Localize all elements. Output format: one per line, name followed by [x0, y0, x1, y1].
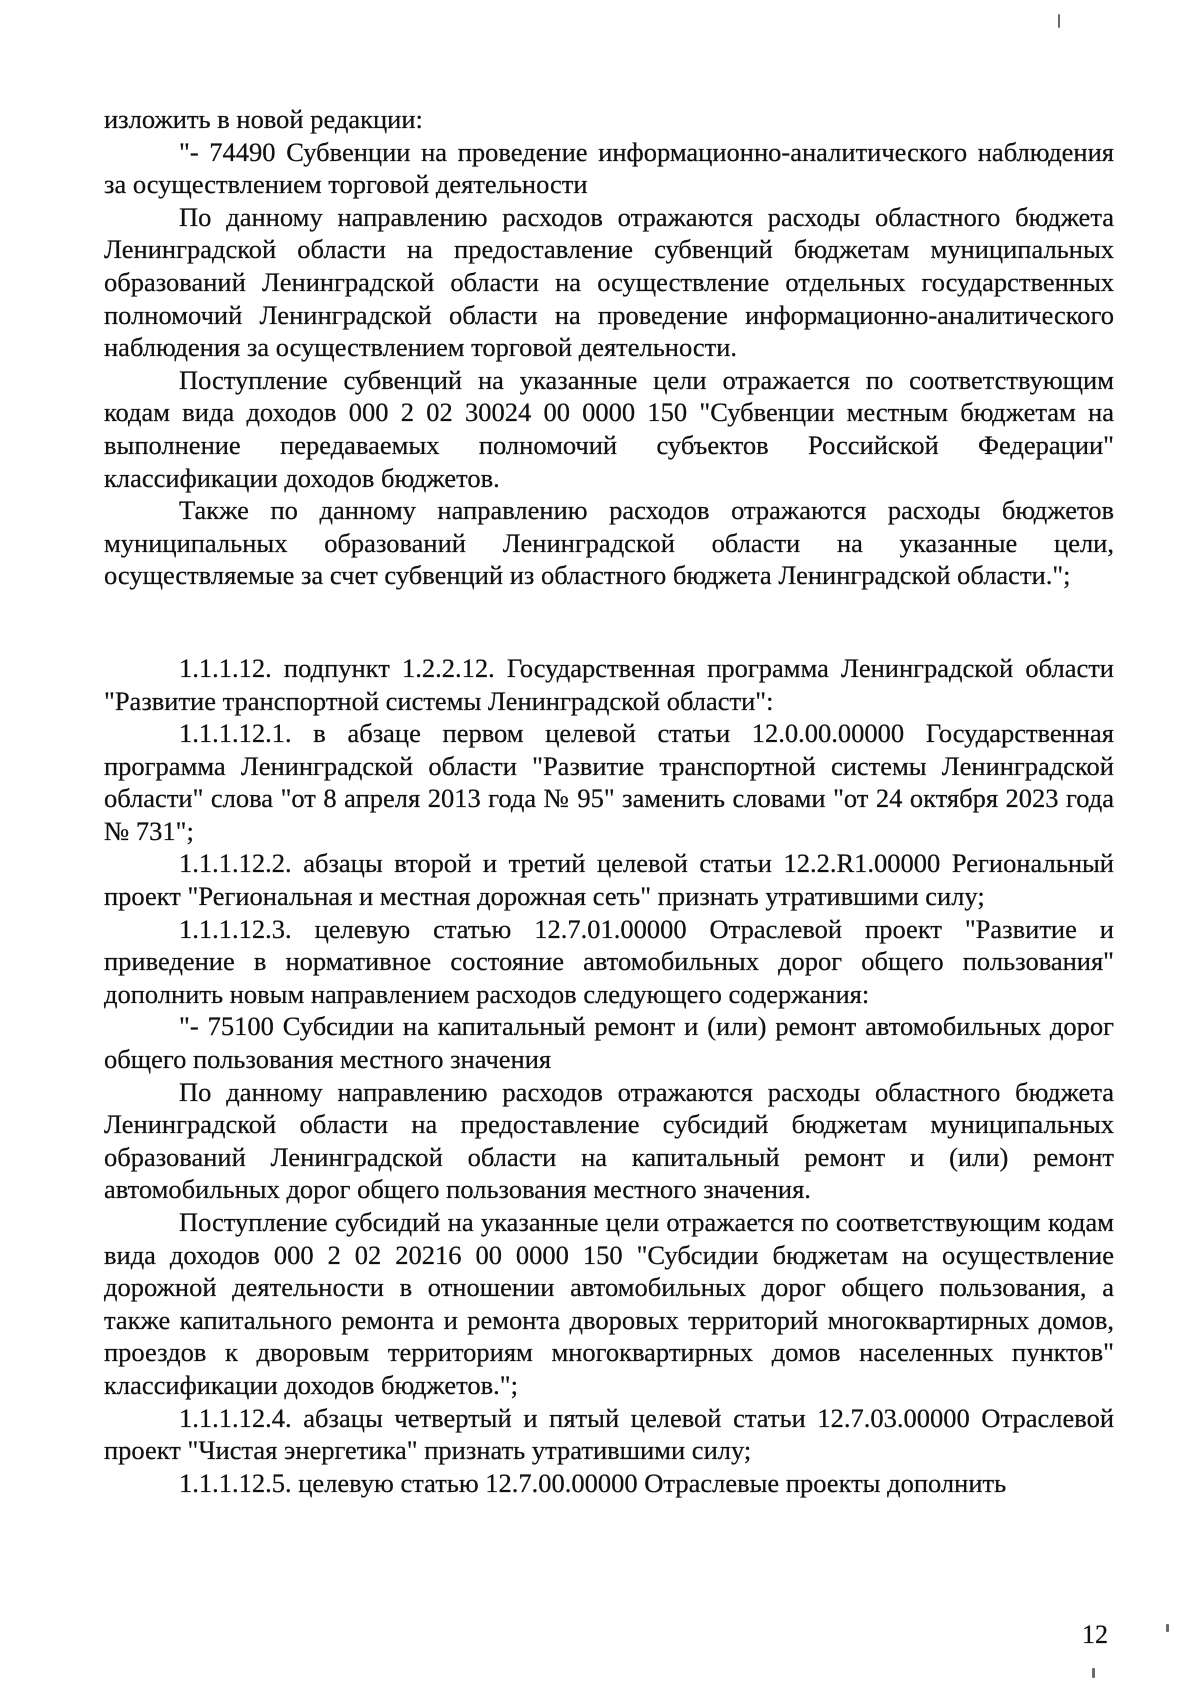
paragraph-74490-municipal: Также по данному направлению расходов отражаются расходы бюджетов муниципальных образований Ленинградской области на указанные цели, осуществляемые за счет субвенций из областного бюджета Ленинградской области.";	[104, 495, 1114, 591]
paragraph-75100-expenses: По данному направлению расходов отражаются расходы областного бюджета Ленинградской области на предоставление субсидий бюджетам муниципальных образований Ленинградской области на капитальный ремонт и (или) ремонт автомобильных дорог общего пользования местного значения.	[104, 1076, 1114, 1205]
paragraph-gap	[104, 592, 1114, 652]
paragraph-1-1-1-12-3: 1.1.1.12.3. целевую статью 12.7.01.00000 Отраслевой проект "Развитие и приведение в нормативное состояние автомобильных дорог общего пользования" дополнить новым направлением расходов следующего содержания:	[104, 913, 1114, 1009]
scan-speck	[1166, 1624, 1169, 1632]
paragraph-1-1-1-12-2: 1.1.1.12.2. абзацы второй и третий целевой статьи 12.2.R1.00000 Региональный проект "Региональная и местная дорожная сеть" признать утратившими силу;	[104, 848, 1114, 912]
paragraph-1-1-1-12-1: 1.1.1.12.1. в абзаце первом целевой статьи 12.0.00.00000 Государственная программа Ленинградской области "Развитие транспортной системы Ленинградской области" слова "от 8 апреля 2013 года № 95" заменить словами "от 24 октября 2023 года № 731";	[104, 718, 1114, 846]
paragraph-74490-title: "- 74490 Субвенции на проведение информационно-аналитического наблюдения за осуществлением торговой деятельности	[104, 136, 1114, 200]
paragraph-1-1-1-12-4: 1.1.1.12.4. абзацы четвертый и пятый целевой статьи 12.7.03.00000 Отраслевой проект "Чистая энергетика" признать утратившими силу;	[104, 1402, 1114, 1466]
paragraph-75100-income: Поступление субсидий на указанные цели отражается по соответствующим кодам вида доходов 000 2 02 20216 00 0000 150 "Субсидии бюджетам на осуществление дорожной деятельности в отношении автомобильных дорог общего пользования, а также капитального ремонта и ремонта дворовых территорий многоквартирных домов, проездов к дворовым территориям многоквартирных домов населенных пунктов" классификации доходов бюджетов.";	[104, 1207, 1114, 1400]
document-body	[104, 103, 1114, 1499]
paragraph-74490-expenses: По данному направлению расходов отражаются расходы областного бюджета Ленинградской области на предоставление субвенций бюджетам муниципальных образований Ленинградской области на осуществление отдельных государственных полномочий Ленинградской области на проведение информационно-аналитического наблюдения за осуществлением торговой деятельности.	[104, 201, 1114, 363]
paragraph-1-1-1-12: 1.1.1.12. подпункт 1.2.2.12. Государственная программа Ленинградской области "Развитие транспортной системы Ленинградской области":	[104, 652, 1114, 716]
page-number: 12	[1082, 1620, 1108, 1649]
paragraph-74490-income: Поступление субвенций на указанные цели отражается по соответствующим кодам вида доходов 000 2 02 30024 00 0000 150 "Субвенции местным бюджетам на выполнение передаваемых полномочий субъектов Российской Федерации" классификации доходов бюджетов.	[104, 364, 1114, 493]
paragraph-intro: изложить в новой редакции:	[104, 104, 423, 134]
scan-speck	[1092, 1668, 1095, 1678]
paragraph-75100-title: "- 75100 Субсидии на капитальный ремонт и (или) ремонт автомобильных дорог общего пользования местного значения	[104, 1011, 1114, 1075]
paragraph-1-1-1-12-5: 1.1.1.12.5. целевую статью 12.7.00.00000 Отраслевые проекты дополнить	[179, 1467, 1007, 1498]
scan-speck	[1058, 14, 1060, 28]
